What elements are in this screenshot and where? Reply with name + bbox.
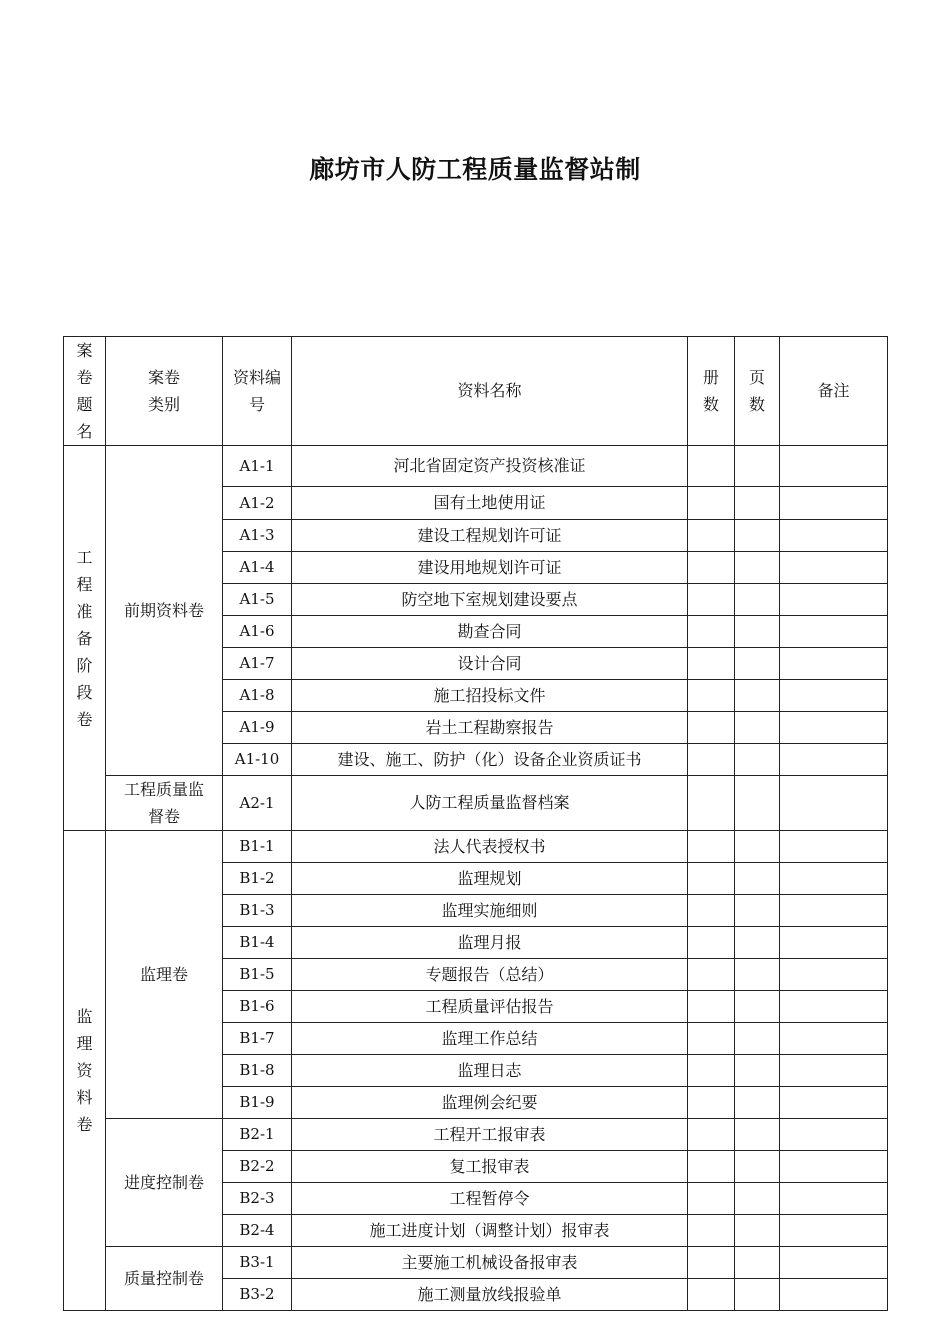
header-doc-name: 资料名称: [292, 337, 688, 446]
remarks-cell: [780, 895, 888, 927]
doc-code: A1-9: [223, 712, 292, 744]
header-row: [64, 337, 888, 446]
pages-cell: [735, 991, 780, 1023]
remarks-cell: [780, 991, 888, 1023]
remarks-cell: [780, 863, 888, 895]
remarks-cell: [780, 1279, 888, 1311]
doc-code: A1-6: [223, 616, 292, 648]
category-name: 监理卷: [106, 831, 223, 1119]
doc-name: 监理工作总结: [292, 1023, 688, 1055]
category-name: 工程质量监督卷: [106, 776, 223, 831]
remarks-cell: [780, 927, 888, 959]
remarks-cell: [780, 1119, 888, 1151]
doc-name: 施工测量放线报验单: [292, 1279, 688, 1311]
doc-code: A1-5: [223, 584, 292, 616]
pages-cell: [735, 446, 780, 487]
pages-cell: [735, 584, 780, 616]
doc-code: B1-1: [223, 831, 292, 863]
doc-code: B1-8: [223, 1055, 292, 1087]
volumes-cell: [688, 1119, 735, 1151]
volumes-cell: [688, 487, 735, 520]
header-remarks: 备注: [780, 337, 888, 446]
doc-code: A1-2: [223, 487, 292, 520]
doc-name: 勘查合同: [292, 616, 688, 648]
category-name: 前期资料卷: [106, 446, 223, 776]
volumes-cell: [688, 1055, 735, 1087]
doc-name: 专题报告（总结）: [292, 959, 688, 991]
header-doc-no: 资料编号: [223, 337, 292, 446]
table-row: [64, 1247, 888, 1279]
doc-name: 施工招投标文件: [292, 680, 688, 712]
section-title: 工程准备阶段卷: [64, 446, 106, 831]
pages-cell: [735, 616, 780, 648]
doc-name: 防空地下室规划建设要点: [292, 584, 688, 616]
doc-code: B2-1: [223, 1119, 292, 1151]
archive-table: [63, 336, 888, 1311]
doc-name: 监理例会纪要: [292, 1087, 688, 1119]
section-title: 监理资料卷: [64, 831, 106, 1311]
volumes-cell: [688, 1087, 735, 1119]
doc-code: B2-3: [223, 1183, 292, 1215]
volumes-cell: [688, 1183, 735, 1215]
pages-cell: [735, 1215, 780, 1247]
doc-code: B1-7: [223, 1023, 292, 1055]
volumes-cell: [688, 520, 735, 552]
doc-code: B3-2: [223, 1279, 292, 1311]
volumes-cell: [688, 552, 735, 584]
table-row: [64, 776, 888, 831]
doc-name: 建设工程规划许可证: [292, 520, 688, 552]
volumes-cell: [688, 1215, 735, 1247]
doc-code: B1-6: [223, 991, 292, 1023]
category-name: 质量控制卷: [106, 1247, 223, 1311]
remarks-cell: [780, 712, 888, 744]
doc-name: 监理月报: [292, 927, 688, 959]
volumes-cell: [688, 744, 735, 776]
doc-code: A1-3: [223, 520, 292, 552]
volumes-cell: [688, 991, 735, 1023]
volumes-cell: [688, 1247, 735, 1279]
doc-code: B2-4: [223, 1215, 292, 1247]
pages-cell: [735, 1023, 780, 1055]
volumes-cell: [688, 680, 735, 712]
category-name: 进度控制卷: [106, 1119, 223, 1247]
remarks-cell: [780, 831, 888, 863]
remarks-cell: [780, 776, 888, 831]
doc-code: B1-2: [223, 863, 292, 895]
pages-cell: [735, 487, 780, 520]
doc-name: 岩土工程勘察报告: [292, 712, 688, 744]
pages-cell: [735, 1151, 780, 1183]
doc-name: 人防工程质量监督档案: [292, 776, 688, 831]
remarks-cell: [780, 648, 888, 680]
doc-code: A1-4: [223, 552, 292, 584]
pages-cell: [735, 1279, 780, 1311]
remarks-cell: [780, 680, 888, 712]
pages-cell: [735, 959, 780, 991]
remarks-cell: [780, 744, 888, 776]
table-row: [64, 831, 888, 863]
pages-cell: [735, 863, 780, 895]
page-title: 廊坊市人防工程质量监督站制: [309, 155, 641, 184]
remarks-cell: [780, 1183, 888, 1215]
doc-code: B2-2: [223, 1151, 292, 1183]
pages-cell: [735, 895, 780, 927]
volumes-cell: [688, 831, 735, 863]
pages-cell: [735, 648, 780, 680]
remarks-cell: [780, 1151, 888, 1183]
pages-cell: [735, 776, 780, 831]
pages-cell: [735, 1119, 780, 1151]
doc-name: 设计合同: [292, 648, 688, 680]
doc-code: A1-10: [223, 744, 292, 776]
header-volumes: 册数: [688, 337, 735, 446]
doc-name: 监理规划: [292, 863, 688, 895]
pages-cell: [735, 1087, 780, 1119]
doc-name: 监理实施细则: [292, 895, 688, 927]
volumes-cell: [688, 927, 735, 959]
pages-cell: [735, 520, 780, 552]
pages-cell: [735, 680, 780, 712]
doc-name: 河北省固定资产投资核准证: [292, 446, 688, 487]
header-pages: 页数: [735, 337, 780, 446]
doc-code: A1-7: [223, 648, 292, 680]
doc-name: 工程暂停令: [292, 1183, 688, 1215]
volumes-cell: [688, 959, 735, 991]
remarks-cell: [780, 616, 888, 648]
doc-name: 建设用地规划许可证: [292, 552, 688, 584]
doc-code: B1-4: [223, 927, 292, 959]
doc-name: 建设、施工、防护（化）设备企业资质证书: [292, 744, 688, 776]
table-row: [64, 1119, 888, 1151]
pages-cell: [735, 1055, 780, 1087]
header-volume-category: 案卷类别: [106, 337, 223, 446]
remarks-cell: [780, 1055, 888, 1087]
doc-name: 工程质量评估报告: [292, 991, 688, 1023]
header-volume-title: 案卷题名: [64, 337, 106, 446]
remarks-cell: [780, 1247, 888, 1279]
volumes-cell: [688, 863, 735, 895]
volumes-cell: [688, 1023, 735, 1055]
volumes-cell: [688, 1279, 735, 1311]
doc-name: 主要施工机械设备报审表: [292, 1247, 688, 1279]
remarks-cell: [780, 959, 888, 991]
doc-name: 国有土地使用证: [292, 487, 688, 520]
pages-cell: [735, 712, 780, 744]
doc-name: 监理日志: [292, 1055, 688, 1087]
doc-code: A2-1: [223, 776, 292, 831]
remarks-cell: [780, 1215, 888, 1247]
volumes-cell: [688, 446, 735, 487]
doc-name: 施工进度计划（调整计划）报审表: [292, 1215, 688, 1247]
remarks-cell: [780, 1087, 888, 1119]
volumes-cell: [688, 648, 735, 680]
doc-name: 法人代表授权书: [292, 831, 688, 863]
remarks-cell: [780, 552, 888, 584]
pages-cell: [735, 1247, 780, 1279]
remarks-cell: [780, 520, 888, 552]
remarks-cell: [780, 446, 888, 487]
table-row: [64, 446, 888, 487]
volumes-cell: [688, 895, 735, 927]
doc-code: A1-8: [223, 680, 292, 712]
doc-code: B1-5: [223, 959, 292, 991]
volumes-cell: [688, 584, 735, 616]
doc-code: B1-3: [223, 895, 292, 927]
pages-cell: [735, 927, 780, 959]
remarks-cell: [780, 584, 888, 616]
doc-name: 工程开工报审表: [292, 1119, 688, 1151]
volumes-cell: [688, 1151, 735, 1183]
doc-code: B1-9: [223, 1087, 292, 1119]
volumes-cell: [688, 616, 735, 648]
remarks-cell: [780, 1023, 888, 1055]
remarks-cell: [780, 487, 888, 520]
pages-cell: [735, 831, 780, 863]
volumes-cell: [688, 776, 735, 831]
volumes-cell: [688, 712, 735, 744]
pages-cell: [735, 744, 780, 776]
doc-code: B3-1: [223, 1247, 292, 1279]
doc-name: 复工报审表: [292, 1151, 688, 1183]
pages-cell: [735, 1183, 780, 1215]
doc-code: A1-1: [223, 446, 292, 487]
pages-cell: [735, 552, 780, 584]
